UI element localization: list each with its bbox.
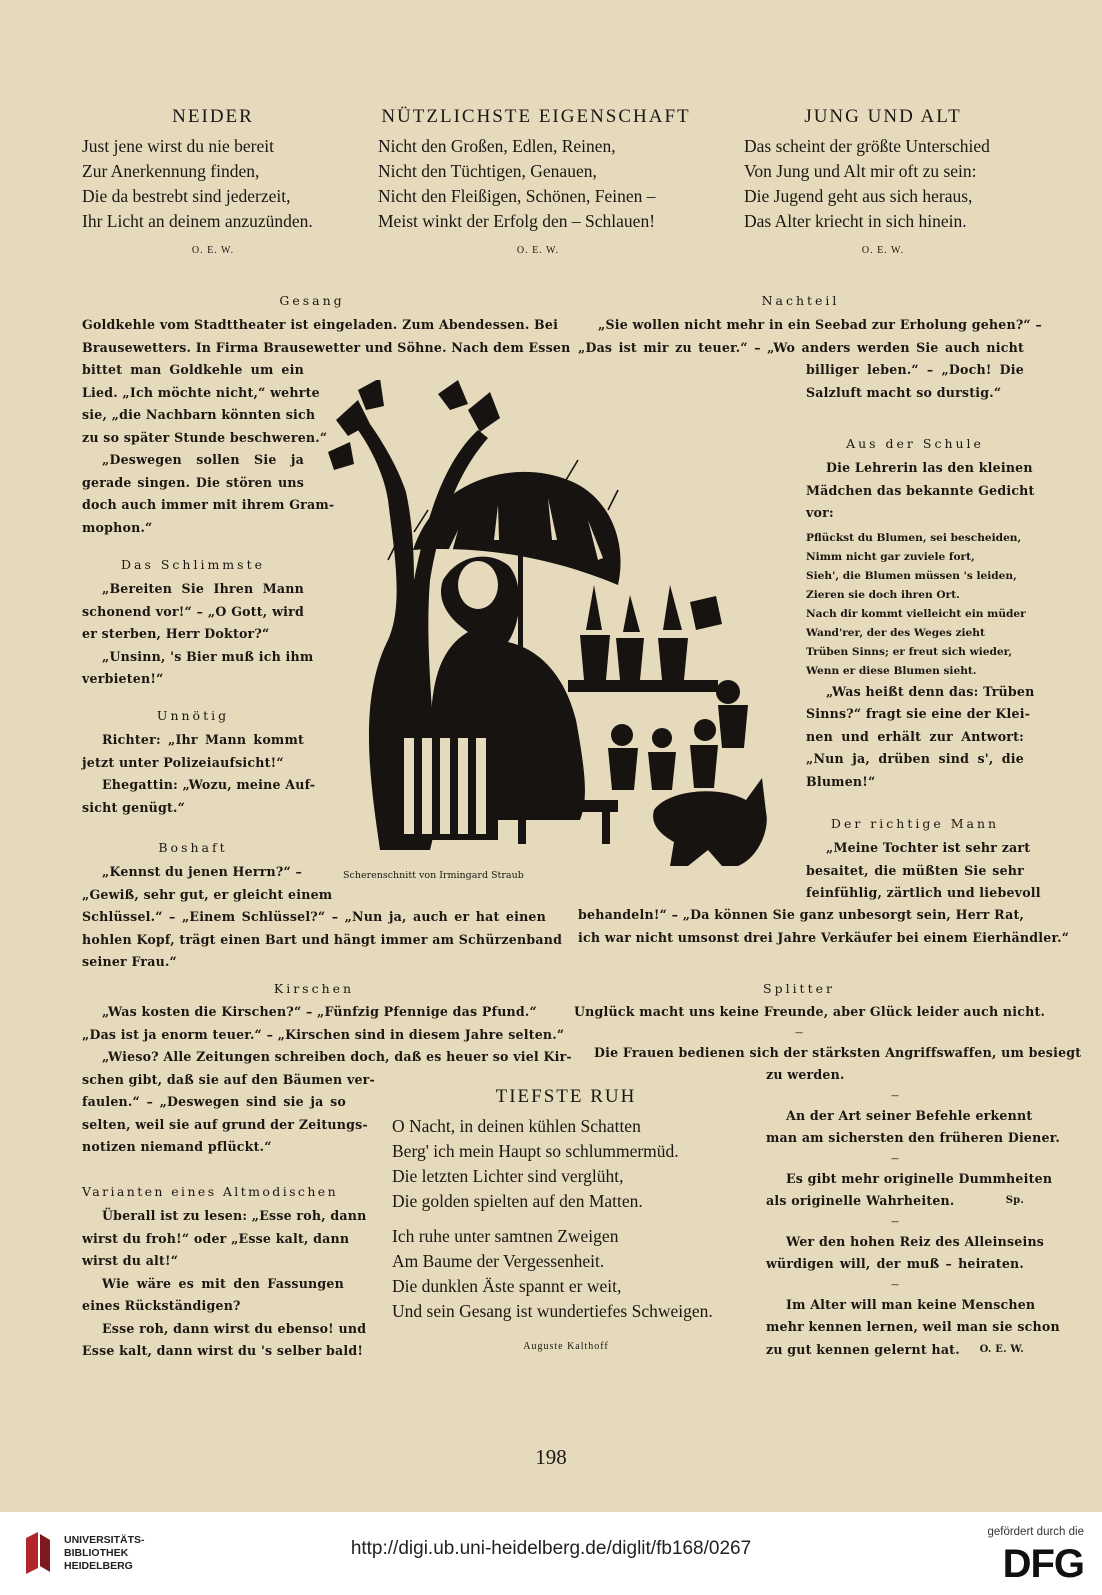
separator-dash: – bbox=[891, 1087, 899, 1103]
poem-author: O. E. W. bbox=[861, 245, 905, 256]
heading-schule: Aus der Schule bbox=[846, 436, 984, 451]
text-line: Sinns?“ fragt sie eine der Klei- bbox=[806, 706, 1031, 721]
text-line bbox=[766, 1190, 1024, 1213]
separator-dash: – bbox=[891, 1150, 899, 1166]
poem-author: O. E. W. bbox=[516, 245, 560, 256]
text-line: vor: bbox=[806, 505, 834, 520]
text-line: verbieten!“ bbox=[82, 671, 164, 686]
heading-kirschen: Kirschen bbox=[273, 981, 355, 996]
text-line: Blumen!“ bbox=[806, 773, 876, 789]
signature-sp: Sp. bbox=[1005, 1195, 1024, 1206]
poem-title-eigenschaft: NÜTZLICHSTE EIGENSCHAFT bbox=[381, 106, 691, 127]
text-line: „Das ist ja enorm teuer.“ – „Kirschen sind in diesem Jahre selten.“ bbox=[82, 1026, 565, 1042]
unnoetig-text bbox=[82, 729, 316, 819]
text-line: „Was heißt denn das: Trüben bbox=[826, 683, 1035, 699]
poem-author: Auguste Kalthoff bbox=[523, 1341, 609, 1352]
poem-line: Nicht den Tüchtigen, Genauen, bbox=[378, 161, 597, 181]
text-line: notizen niemand pflückt.“ bbox=[82, 1139, 272, 1154]
text-line: wirst du froh!“ oder „Esse kalt, dann bbox=[82, 1230, 350, 1246]
poem-line: Das Alter kriecht in sich hinein. bbox=[744, 211, 967, 231]
text-line: Salzluft macht so durstig.“ bbox=[806, 384, 1002, 400]
text-line: Esse kalt, dann wirst du 's selber bald! bbox=[82, 1343, 364, 1358]
signature-oew: O. E. W. bbox=[979, 1343, 1024, 1355]
poem-line: Just jene wirst du nie bereit bbox=[82, 136, 274, 156]
poem-line: Die golden spielten auf den Matten. bbox=[392, 1191, 643, 1211]
text-line: An der Art seiner Befehle erkennt bbox=[786, 1107, 1033, 1123]
poem-line: Ich ruhe unter samtnen Zweigen bbox=[392, 1226, 619, 1246]
text-span: zu gut kennen gelernt hat. bbox=[766, 1341, 960, 1357]
text-line: „Meine Tochter ist sehr zart bbox=[826, 840, 1031, 855]
text-line: Richter: „Ihr Mann kommt bbox=[102, 732, 304, 747]
text-line: sicht genügt.“ bbox=[82, 799, 186, 815]
poem-line: Berg' ich mein Haupt so schlummermüd. bbox=[392, 1141, 679, 1161]
illustration-caption: Scherenschnitt von Irmingard Straub bbox=[343, 870, 524, 881]
poem-line: Meist winkt der Erfolg den – Schlauen! bbox=[378, 211, 656, 231]
separator-dash: – bbox=[795, 1024, 803, 1040]
library-name-line: BIBLIOTHEK bbox=[64, 1547, 129, 1559]
text-line: ich war nicht umsonst drei Jahre Verkäufer bei einem Eierhändler.“ bbox=[578, 929, 1070, 945]
text-line: faulen.“ – „Deswegen sind sie ja so bbox=[82, 1094, 346, 1109]
heading-varianten: Varianten eines Altmodischen bbox=[82, 1184, 339, 1199]
schule-text bbox=[806, 457, 1035, 793]
text-line: „Gewiß, sehr gut, er gleicht einem bbox=[82, 886, 333, 902]
text-line: eines Rückständigen? bbox=[82, 1298, 241, 1313]
text-line: Wie wäre es mit den Fassungen bbox=[102, 1275, 344, 1291]
text-line: Esse roh, dann wirst du ebenso! und bbox=[102, 1320, 367, 1336]
text-line: mophon.“ bbox=[82, 519, 153, 535]
splitter-text-cont bbox=[766, 1064, 1060, 1361]
poem-line: Und sein Gesang ist wundertiefes Schweigen. bbox=[392, 1301, 713, 1321]
text-line: zu werden. bbox=[766, 1067, 845, 1082]
text-line: feinfühlig, zärtlich und liebevoll bbox=[806, 885, 1041, 900]
separator-dash: – bbox=[891, 1276, 899, 1292]
text-line: „Sie wollen nicht mehr in ein Seebad zur Erholung gehen?“ – bbox=[598, 317, 1042, 332]
text-line: Die Frauen bedienen sich der stärksten Angriffswaffen, um besiegt bbox=[594, 1044, 1082, 1060]
text-line bbox=[766, 1339, 1024, 1362]
library-footer bbox=[0, 1512, 1102, 1595]
text-line: Mädchen das bekannte Gedicht bbox=[806, 482, 1035, 498]
text-line: Wer den hohen Reiz des Alleinseins bbox=[786, 1233, 1045, 1249]
text-line: Ehegattin: „Wozu, meine Auf- bbox=[102, 777, 316, 792]
heading-boshaft: Boshaft bbox=[158, 840, 228, 855]
poem-jung-und-alt bbox=[744, 134, 990, 234]
text-line: seiner Frau.“ bbox=[82, 954, 177, 969]
text-line: „Bereiten Sie Ihren Mann bbox=[102, 581, 304, 596]
varianten-text bbox=[82, 1205, 367, 1363]
verse-line: Sieh', die Blumen müssen 's leiden, bbox=[806, 569, 1017, 582]
poem-title-jung-und-alt: JUNG UND ALT bbox=[804, 106, 962, 127]
text-span: als originelle Wahrheiten. bbox=[766, 1193, 955, 1208]
text-line: schen gibt, daß sie auf den Bäumen ver- bbox=[82, 1071, 375, 1087]
text-line: jetzt unter Polizeiaufsicht!“ bbox=[82, 754, 284, 770]
text-line: „Das ist mir zu teuer.“ – „Wo anders werden Sie auch nicht bbox=[578, 339, 1024, 355]
text-line: Brausewetters. In Firma Brausewetter und Söhne. Nach dem Essen bbox=[82, 339, 571, 355]
verse-line: Trüben Sinns; er freut sich wieder, bbox=[806, 645, 1013, 658]
text-line: Unglück macht uns keine Freunde, aber Glück leider auch nicht. bbox=[574, 1004, 1046, 1019]
text-line: würdigen will, der muß – heiraten. bbox=[766, 1256, 1024, 1271]
text-line: besaitet, die müßten Sie sehr bbox=[806, 862, 1024, 878]
nachteil-text-cont bbox=[806, 359, 1024, 404]
nachteil-text bbox=[578, 314, 1042, 359]
text-line: Überall ist zu lesen: „Esse roh, dann bbox=[102, 1208, 367, 1223]
schlimmste-text bbox=[82, 578, 314, 691]
poem-line: O Nacht, in deinen kühlen Schatten bbox=[392, 1116, 641, 1136]
mann-text-cont bbox=[578, 904, 1070, 949]
dfg-logo: DFG bbox=[1002, 1542, 1084, 1586]
text-line: „Kennst du jenen Herrn?“ – bbox=[102, 864, 302, 879]
poem-neider bbox=[82, 134, 313, 234]
heading-unnoetig: Unnötig bbox=[156, 708, 230, 723]
poem-author: O. E. W. bbox=[191, 245, 235, 256]
text-line: Lied. „Ich möchte nicht,“ wehrte bbox=[82, 384, 320, 400]
text-line: sie, „die Nachbarn könnten sich bbox=[82, 407, 316, 422]
poem-line: Das scheint der größte Unterschied bbox=[744, 136, 990, 156]
text-line: Im Alter will man keine Menschen bbox=[786, 1296, 1036, 1312]
text-line: „Unsinn, 's Bier muß ich ihm bbox=[102, 648, 314, 664]
text-line: Die Lehrerin las den kleinen bbox=[826, 460, 1033, 475]
text-line: „Wieso? Alle Zeitungen schreiben doch, daß es heuer so viel Kir- bbox=[102, 1049, 572, 1064]
poem-line: Nicht den Großen, Edlen, Reinen, bbox=[378, 136, 616, 156]
paper-cut-illustration bbox=[318, 380, 793, 900]
text-line: behandeln!“ – „Da können Sie ganz unbesorgt sein, Herr Rat, bbox=[578, 907, 1025, 922]
heading-nachteil: Nachteil bbox=[761, 293, 840, 308]
text-line: Goldkehle vom Stadttheater ist eingeladen. Zum Abendessen. Bei bbox=[82, 317, 559, 332]
text-line: wirst du alt!“ bbox=[82, 1253, 179, 1268]
separator-dash: – bbox=[891, 1213, 899, 1229]
text-line: billiger leben.“ – „Doch! Die bbox=[806, 362, 1024, 377]
heading-gesang: Gesang bbox=[279, 293, 345, 308]
verse-line: Zieren sie doch ihren Ort. bbox=[806, 588, 960, 601]
text-line: Schlüssel.“ – „Einem Schlüssel?“ – „Nun ja, auch er hat einen bbox=[82, 909, 546, 924]
poem-title-neider: NEIDER bbox=[172, 106, 254, 127]
text-line: gerade singen. Die stören uns bbox=[82, 474, 304, 490]
poem-eigenschaft bbox=[378, 134, 656, 234]
text-line: „Nun ja, drüben sind s', die bbox=[806, 751, 1024, 766]
text-line: er sterben, Herr Doktor?“ bbox=[82, 626, 270, 641]
verse-line: Nach dir kommt vielleicht ein müder bbox=[806, 607, 1026, 620]
library-name-line: HEIDELBERG bbox=[64, 1560, 133, 1572]
permalink-url[interactable]: http://digi.ub.uni-heidelberg.de/diglit/fb168/0267 bbox=[350, 1538, 752, 1559]
heading-schlimmste: Das Schlimmste bbox=[120, 557, 265, 572]
library-name-line: UNIVERSITÄTS- bbox=[64, 1534, 145, 1546]
heading-splitter: Splitter bbox=[763, 981, 835, 996]
text-line: schonend vor!“ – „O Gott, wird bbox=[82, 603, 304, 619]
verse-line: Wenn er diese Blumen sieht. bbox=[806, 664, 977, 677]
verse-line: Nimm nicht gar zuviele fort, bbox=[806, 550, 975, 563]
text-line: bittet man Goldkehle um ein bbox=[82, 362, 304, 377]
poem-line: Die da bestrebt sind jederzeit, bbox=[82, 186, 291, 206]
poem-line: Am Baume der Vergessenheit. bbox=[392, 1251, 605, 1271]
text-line: zu so später Stunde beschweren.“ bbox=[82, 429, 328, 445]
poem-line: Die dunklen Äste spannt er weit, bbox=[392, 1276, 622, 1296]
text-line: mehr kennen lernen, weil man sie schon bbox=[766, 1319, 1060, 1334]
poem-line: Die Jugend geht aus sich heraus, bbox=[744, 186, 973, 206]
text-line: „Deswegen sollen Sie ja bbox=[102, 452, 304, 467]
text-line: Es gibt mehr originelle Dummheiten bbox=[786, 1170, 1053, 1186]
page-number: 198 bbox=[535, 1445, 567, 1469]
text-line: man am sichersten den früheren Diener. bbox=[766, 1130, 1060, 1145]
verse-line: Wand'rer, der des Weges zieht bbox=[806, 626, 985, 639]
verse-line: Pflückst du Blumen, sei bescheiden, bbox=[806, 531, 1022, 544]
text-line: „Was kosten die Kirschen?“ – „Fünfzig Pfennige das Pfund.“ bbox=[102, 1004, 537, 1019]
heading-mann: Der richtige Mann bbox=[830, 816, 1000, 831]
poem-line: Die letzten Lichter sind verglüht, bbox=[392, 1166, 624, 1186]
poem-line: Ihr Licht an deinem anzuzünden. bbox=[82, 211, 313, 231]
poem-line: Zur Anerkennung finden, bbox=[82, 161, 260, 181]
text-line: doch auch immer mit ihrem Gram- bbox=[82, 497, 335, 512]
poem-line: Nicht den Fleißigen, Schönen, Feinen – bbox=[378, 186, 656, 206]
mann-text bbox=[806, 837, 1041, 905]
text-line: selten, weil sie auf grund der Zeitungs- bbox=[82, 1116, 368, 1132]
poem-title-tiefste-ruh: TIEFSTE RUH bbox=[495, 1086, 637, 1107]
poem-line: Von Jung und Alt mir oft zu sein: bbox=[744, 161, 977, 181]
text-line: hohlen Kopf, trägt einen Bart und hängt immer am Schürzenband bbox=[82, 931, 563, 947]
dfg-caption: gefördert durch die bbox=[987, 1526, 1084, 1538]
splitter-text bbox=[574, 1001, 1082, 1064]
text-line: nen und erhält zur Antwort: bbox=[806, 728, 1024, 744]
poem-tiefste-ruh bbox=[392, 1114, 713, 1324]
